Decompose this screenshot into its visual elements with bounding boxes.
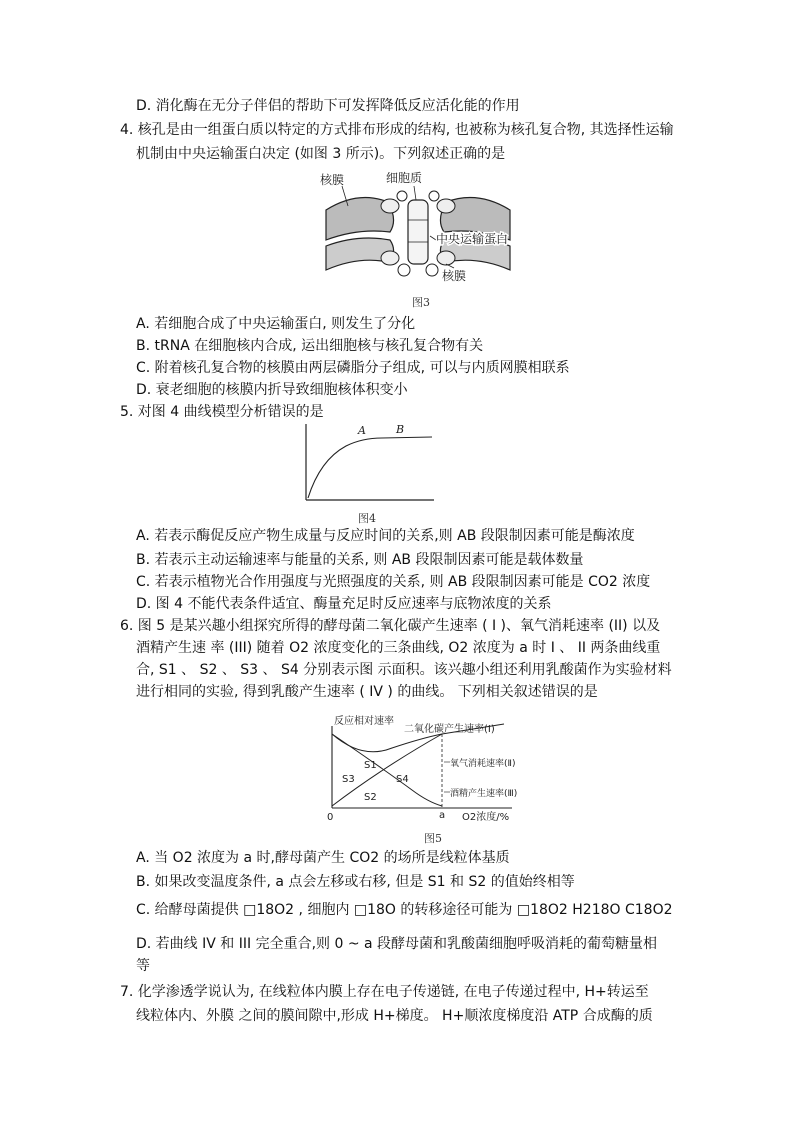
pore-protein bbox=[381, 199, 399, 213]
figure-3-caption: 图3 bbox=[412, 296, 430, 309]
pore-protein bbox=[429, 191, 439, 201]
x-axis-label: O2浓度/% bbox=[462, 812, 510, 823]
curve-alcohol-production bbox=[332, 734, 442, 806]
figure-5-caption: 图5 bbox=[424, 832, 442, 845]
q5-option-d: D. 图 4 不能代表条件适宜、酶量充足时反应速率与底物浓度的关系 bbox=[136, 596, 552, 612]
curve-3-label: 酒精产生速率(Ⅲ) bbox=[450, 789, 518, 799]
q5-stem: 5. 对图 4 曲线模型分析错误的是 bbox=[120, 404, 324, 420]
pore-protein bbox=[437, 199, 455, 213]
y-axis-label: 反应相对速率 bbox=[334, 716, 394, 727]
label-cytoplasm: 细胞质 bbox=[386, 171, 423, 185]
q6-option-a: A. 当 O2 浓度为 a 时,酵母菌产生 CO2 的场所是线粒体基质 bbox=[136, 850, 510, 866]
area-s4-label: S4 bbox=[396, 774, 409, 785]
label-central-transport-protein: 中央运输蛋白 bbox=[436, 232, 509, 246]
point-b-label: B bbox=[396, 423, 405, 436]
q4-stem-line2: 机制由中央运输蛋白决定 (如图 3 所示)。下列叙述正确的是 bbox=[136, 146, 506, 162]
a-label: a bbox=[439, 810, 446, 821]
q5-option-a: A. 若表示酶促反应产物生成量与反应时间的关系,则 AB 段限制因素可能是酶浓度 bbox=[136, 528, 635, 544]
area-s3-label: S3 bbox=[342, 774, 355, 785]
figure-4-curve bbox=[300, 420, 440, 505]
pore-protein bbox=[398, 264, 410, 276]
q6-option-d-line2: 等 bbox=[136, 958, 150, 974]
saturation-curve bbox=[308, 437, 432, 498]
q6-stem-line3: 合, S1 、 S2 、 S3 、 S4 分别表示图 示面积。该兴趣小组还利用乳酸菌作为实验材料 bbox=[136, 662, 672, 678]
q3-option-d: D. 消化酶在无分子伴侣的帮助下可发挥降低反应活化能的作用 bbox=[136, 98, 520, 114]
q5-option-b: B. 若表示主动运输速率与能量的关系, 则 AB 段限制因素可能是载体数量 bbox=[136, 552, 584, 568]
q6-option-d-line1: D. 若曲线 IV 和 III 完全重合,则 0 ~ a 段酵母菌和乳酸菌细胞呼吸消耗的葡萄糖量相 bbox=[136, 936, 658, 952]
q7-stem-line1: 7. 化学渗透学说认为, 在线粒体内膜上存在电子传递链, 在电子传递过程中, H+转运至 bbox=[120, 984, 649, 1000]
q6-option-c: C. 给酵母菌提供 □18O2 , 细胞内 □18O 的转移途径可能为 □18O2 H218O C18O2 bbox=[136, 902, 673, 918]
curve-1-label: 二氧化碳产生速率(Ⅰ) bbox=[404, 724, 495, 735]
area-s2-label: S2 bbox=[364, 792, 377, 803]
figure-3-nuclear-pore bbox=[318, 170, 518, 285]
figure-4-caption: 图4 bbox=[358, 512, 376, 525]
q4-option-a: A. 若细胞合成了中央运输蛋白, 则发生了分化 bbox=[136, 316, 416, 332]
q7-stem-line2: 线粒体内、外膜 之间的膜间隙中,形成 H+梯度。 H+顺浓度梯度沿 ATP 合成酶的质 bbox=[136, 1008, 653, 1024]
q4-stem-line1: 4. 核孔是由一组蛋白质以特定的方式排布形成的结构, 也被称为核孔复合物, 其选择性运输 bbox=[120, 122, 674, 138]
q6-stem-line1: 6. 图 5 是某兴趣小组探究所得的酵母菌二氧化碳产生速率 ( I )、氧气消耗速率 (II) 以及 bbox=[120, 618, 661, 634]
q6-option-b: B. 如果改变温度条件, a 点会左移或右移, 但是 S1 和 S2 的值始终相等 bbox=[136, 874, 575, 890]
q5-option-c: C. 若表示植物光合作用强度与光照强度的关系, 则 AB 段限制因素可能是 CO2 浓度 bbox=[136, 574, 651, 590]
origin-label: 0 bbox=[327, 812, 334, 823]
pore-protein bbox=[381, 251, 399, 265]
q6-stem-line2: 酒精产生速 率 (III) 随着 O2 浓度变化的三条曲线, O2 浓度为 a 时 I 、 II 两条曲线重 bbox=[136, 640, 661, 656]
central-transport-protein bbox=[408, 200, 428, 264]
label-nuclear-membrane-left: 核膜 bbox=[320, 173, 345, 187]
pore-protein bbox=[426, 264, 438, 276]
q6-stem-line4: 进行相同的实验, 得到乳酸产生速率 ( IV ) 的曲线。 下列相关叙述错误的是 bbox=[136, 684, 598, 700]
curve-2-label: 氧气消耗速率(Ⅱ) bbox=[450, 759, 516, 769]
figure-5-respiration-curves bbox=[322, 712, 542, 832]
pore-protein bbox=[437, 251, 455, 265]
label-nuclear-membrane-bottom: 核膜 bbox=[442, 269, 467, 283]
area-s1-label: S1 bbox=[364, 760, 377, 771]
pore-protein bbox=[397, 191, 407, 201]
q4-option-c: C. 附着核孔复合物的核膜由两层磷脂分子组成, 可以与内质网膜相联系 bbox=[136, 360, 570, 376]
q4-option-b: B. tRNA 在细胞核内合成, 运出细胞核与核孔复合物有关 bbox=[136, 338, 484, 354]
point-a-label: A bbox=[358, 424, 366, 437]
q4-option-d: D. 衰老细胞的核膜内折导致细胞核体积变小 bbox=[136, 382, 408, 398]
